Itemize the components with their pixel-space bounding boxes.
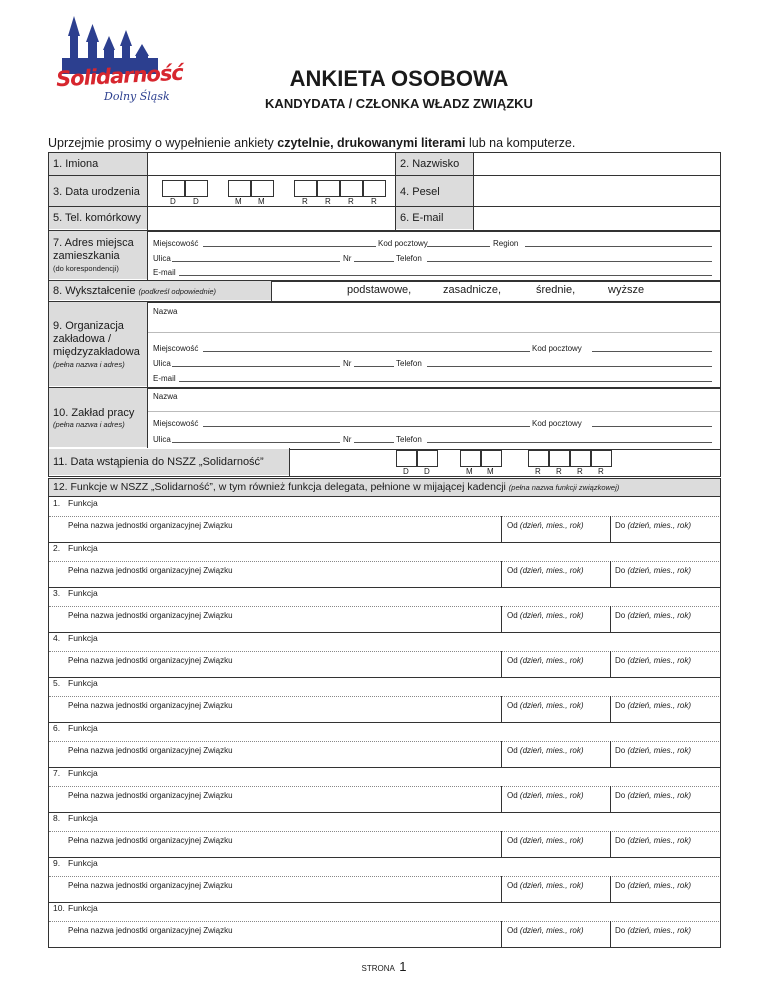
function-unit-label: Pełna nazwa jednostki organizacyjnej Związku (68, 881, 233, 890)
function-od-label[interactable] (507, 611, 583, 620)
join-day-1[interactable] (396, 450, 417, 467)
addr-kod-input[interactable] (427, 246, 490, 247)
addr-ulica-label: Ulica (153, 254, 171, 263)
function-unit-label: Pełna nazwa jednostki organizacyjnej Związku (68, 701, 233, 710)
organization-section (48, 301, 721, 389)
page-footer (0, 958, 768, 976)
join-year-1[interactable] (528, 450, 549, 467)
edu-option-wyzsze[interactable]: wyższe (608, 284, 645, 296)
function-od-label[interactable] (507, 701, 583, 710)
org-miejscowosc-input[interactable] (203, 351, 530, 352)
work-ulica-label: Ulica (153, 435, 171, 444)
join-r-4: R (598, 467, 604, 476)
function-od-hint: (dzień, mies., rok) (519, 746, 584, 755)
function-do-hint: (dzień, mies., rok) (627, 701, 692, 710)
intro-part1: Uprzejmie prosimy o wypełnienie ankiety (48, 136, 278, 150)
function-do-text: Do (615, 656, 626, 665)
function-label: Funkcja (68, 588, 98, 598)
function-label: Funkcja (68, 678, 98, 688)
label-funkcje (53, 481, 619, 493)
function-od-text: Od (507, 656, 518, 665)
join-m-1: M (466, 467, 473, 476)
function-label: Funkcja (68, 858, 98, 868)
join-day-2[interactable] (417, 450, 438, 467)
birth-r-4: R (371, 197, 377, 206)
function-od-hint: (dzień, mies., rok) (519, 521, 584, 530)
work-miejscowosc-label: Miejscowość (153, 419, 199, 428)
work-nazwa-label: Nazwa (153, 392, 178, 401)
org-kod-label: Kod pocztowy (532, 344, 582, 353)
birth-d-2: D (193, 197, 199, 206)
function-od-hint: (dzień, mies., rok) (519, 836, 584, 845)
edu-option-podstawowe[interactable]: podstawowe, (347, 284, 412, 296)
addr-email-input[interactable] (179, 275, 712, 276)
addr-telefon-label: Telefon (396, 254, 422, 263)
label-pesel: 4. Pesel (400, 186, 440, 198)
logo-main-text: Solidarność (55, 60, 184, 92)
function-do-hint: (dzień, mies., rok) (627, 836, 692, 845)
function-unit-label: Pełna nazwa jednostki organizacyjnej Związku (68, 836, 233, 845)
org-telefon-input[interactable] (427, 366, 712, 367)
function-od-label[interactable] (507, 791, 583, 800)
join-month-1[interactable] (460, 450, 481, 467)
addr-email-label: E-mail (153, 268, 176, 277)
function-do-label[interactable] (615, 746, 691, 755)
function-od-text: Od (507, 836, 518, 845)
function-do-label[interactable] (615, 566, 691, 575)
label-wyksz-note: (podkreśl odpowiednie) (138, 287, 217, 296)
function-do-text: Do (615, 701, 626, 710)
function-num: 4. (53, 633, 61, 643)
function-od-text: Od (507, 566, 518, 575)
function-do-text: Do (615, 521, 626, 530)
function-od-label[interactable] (507, 746, 583, 755)
function-od-label[interactable] (507, 881, 583, 890)
work-miejscowosc-input[interactable] (203, 426, 530, 427)
function-name-line[interactable] (49, 786, 719, 787)
birth-m-1: M (235, 197, 242, 206)
function-do-text: Do (615, 881, 626, 890)
function-label: Funkcja (68, 543, 98, 553)
org-email-label: E-mail (153, 374, 176, 383)
function-num: 6. (53, 723, 61, 733)
function-do-hint: (dzień, mies., rok) (627, 656, 692, 665)
function-do-label[interactable] (615, 701, 691, 710)
label-data-wstapienia: 11. Data wstąpienia do NSZZ „Solidarność” (53, 456, 264, 468)
label-email: 6. E-mail (400, 212, 444, 224)
org-ulica-label: Ulica (153, 359, 171, 368)
birth-r-2: R (325, 197, 331, 206)
functions-section (48, 478, 721, 948)
function-label: Funkcja (68, 723, 98, 733)
function-unit-label: Pełna nazwa jednostki organizacyjnej Związku (68, 791, 233, 800)
label-adres: 7. Adres miejsca zamieszkania (53, 237, 134, 262)
function-do-label[interactable] (615, 656, 691, 665)
function-od-hint: (dzień, mies., rok) (519, 701, 584, 710)
addr-telefon-input[interactable] (427, 261, 712, 262)
addr-region-label: Region (493, 239, 519, 248)
page-title: ANKIETA OSOBOWA (289, 66, 509, 91)
function-do-text: Do (615, 746, 626, 755)
work-ulica-input[interactable] (172, 442, 340, 443)
function-od-text: Od (507, 701, 518, 710)
function-do-label[interactable] (615, 611, 691, 620)
org-kod-input[interactable] (592, 351, 712, 352)
function-od-hint: (dzień, mies., rok) (519, 926, 584, 935)
function-unit-label: Pełna nazwa jednostki organizacyjnej Związku (68, 746, 233, 755)
function-name-line[interactable] (49, 921, 719, 922)
function-unit-label: Pełna nazwa jednostki organizacyjnej Związku (68, 611, 233, 620)
function-od-label[interactable] (507, 926, 583, 935)
label-organizacja: 9. Organizacja zakładowa / międzyzakładowa (53, 320, 140, 358)
org-telefon-label: Telefon (396, 359, 422, 368)
label-funkcje-note: (pełna nazwa funkcji związkowej) (508, 483, 620, 492)
function-num: 10. (53, 903, 65, 913)
function-od-hint: (dzień, mies., rok) (519, 881, 584, 890)
function-num: 3. (53, 588, 61, 598)
addr-ulica-input[interactable] (172, 261, 340, 262)
function-od-text: Od (507, 521, 518, 530)
intro-text (48, 136, 575, 150)
function-label: Funkcja (68, 633, 98, 643)
function-od-text: Od (507, 611, 518, 620)
birth-r-3: R (348, 197, 354, 206)
function-do-label[interactable] (615, 881, 691, 890)
join-year-2[interactable] (549, 450, 570, 467)
edu-option-zasadnicze[interactable]: zasadnicze, (443, 284, 502, 296)
function-od-text: Od (507, 791, 518, 800)
function-do-hint: (dzień, mies., rok) (627, 746, 692, 755)
org-miejscowosc-label: Miejscowość (153, 344, 199, 353)
birth-year-4[interactable] (363, 180, 386, 197)
function-name-line[interactable] (49, 696, 719, 697)
birth-year-2[interactable] (317, 180, 340, 197)
function-unit-label: Pełna nazwa jednostki organizacyjnej Związku (68, 566, 233, 575)
addr-nr-input[interactable] (354, 261, 394, 262)
function-do-text: Do (615, 611, 626, 620)
function-od-label[interactable] (507, 521, 583, 530)
work-kod-label: Kod pocztowy (532, 419, 582, 428)
birth-month-1[interactable] (228, 180, 251, 197)
workplace-section (48, 387, 721, 450)
intro-part2: lub na komputerze. (465, 136, 576, 150)
function-name-line[interactable] (49, 651, 719, 652)
function-do-hint: (dzień, mies., rok) (627, 566, 692, 575)
org-email-input[interactable] (179, 381, 712, 382)
work-nr-input[interactable] (354, 442, 394, 443)
function-name-line[interactable] (49, 741, 719, 742)
function-do-hint: (dzień, mies., rok) (627, 791, 692, 800)
label-zaklad-note: (pełna nazwa i adres) (53, 420, 125, 429)
logo (48, 14, 184, 106)
function-od-text: Od (507, 746, 518, 755)
birth-m-2: M (258, 197, 265, 206)
function-do-text: Do (615, 836, 626, 845)
label-nazwisko: 2. Nazwisko (400, 158, 460, 170)
addr-miejscowosc-input[interactable] (203, 246, 376, 247)
join-d-1: D (403, 467, 409, 476)
join-d-2: D (424, 467, 430, 476)
function-do-hint: (dzień, mies., rok) (627, 611, 692, 620)
addr-region-input[interactable] (525, 246, 712, 247)
join-r-2: R (556, 467, 562, 476)
function-od-text: Od (507, 881, 518, 890)
join-r-3: R (577, 467, 583, 476)
label-imiona: 1. Imiona (53, 158, 99, 170)
function-num: 7. (53, 768, 61, 778)
function-unit-label: Pełna nazwa jednostki organizacyjnej Związku (68, 926, 233, 935)
function-do-text: Do (615, 566, 626, 575)
function-od-hint: (dzień, mies., rok) (519, 611, 584, 620)
work-telefon-label: Telefon (396, 435, 422, 444)
addr-kod-label: Kod pocztowy (378, 239, 428, 248)
join-r-1: R (535, 467, 541, 476)
function-do-hint: (dzień, mies., rok) (627, 926, 692, 935)
birth-day-1[interactable] (162, 180, 185, 197)
function-od-hint: (dzień, mies., rok) (519, 791, 584, 800)
addr-nr-label: Nr (343, 254, 352, 263)
label-organizacja-note: (pełna nazwa i adres) (53, 360, 125, 369)
function-do-hint: (dzień, mies., rok) (627, 881, 692, 890)
function-do-label[interactable] (615, 521, 691, 530)
join-year-3[interactable] (570, 450, 591, 467)
function-od-label[interactable] (507, 566, 583, 575)
function-do-label[interactable] (615, 926, 691, 935)
function-name-line[interactable] (49, 876, 719, 877)
join-m-2: M (487, 467, 494, 476)
function-label: Funkcja (68, 903, 98, 913)
function-num: 2. (53, 543, 61, 553)
logo-sub-text: Dolny Śląsk (104, 90, 170, 103)
org-nr-label: Nr (343, 359, 352, 368)
function-od-hint: (dzień, mies., rok) (519, 656, 584, 665)
birth-month-2[interactable] (251, 180, 274, 197)
function-do-text: Do (615, 926, 626, 935)
label-wyksz (53, 285, 216, 297)
org-nazwa-label: Nazwa (153, 307, 178, 316)
label-funkcje-text: 12. Funkcje w NSZZ „Solidarność”, w tym również funkcja delegata, pełnione w mijającej kadencji (53, 481, 506, 493)
function-name-line[interactable] (49, 516, 719, 517)
function-do-text: Do (615, 791, 626, 800)
function-label: Funkcja (68, 768, 98, 778)
edu-option-srednie[interactable]: średnie, (536, 284, 576, 296)
birth-d-1: D (170, 197, 176, 206)
label-tel: 5. Tel. komórkowy (53, 212, 141, 224)
function-num: 1. (53, 498, 61, 508)
page-subtitle: KANDYDATA / CZŁONKA WŁADZ ZWIĄZKU (265, 96, 533, 111)
function-od-hint: (dzień, mies., rok) (519, 566, 584, 575)
function-name-line[interactable] (49, 831, 719, 832)
label-adres-note: (do korespondencji) (53, 264, 119, 273)
birth-r-1: R (302, 197, 308, 206)
function-od-text: Od (507, 926, 518, 935)
function-label: Funkcja (68, 813, 98, 823)
label-zaklad: 10. Zakład pracy (53, 407, 135, 419)
function-num: 5. (53, 678, 61, 688)
label-data-urodzenia: 3. Data urodzenia (53, 186, 140, 198)
join-year-4[interactable] (591, 450, 612, 467)
intro-bold: czytelnie, drukowanymi literami (277, 136, 466, 150)
function-unit-label: Pełna nazwa jednostki organizacyjnej Związku (68, 521, 233, 530)
function-do-label[interactable] (615, 836, 691, 845)
org-nr-input[interactable] (354, 366, 394, 367)
function-num: 9. (53, 858, 61, 868)
addr-miejscowosc-label: Miejscowość (153, 239, 199, 248)
footer-page-label: STRONA (361, 964, 395, 973)
function-name-line[interactable] (49, 561, 719, 562)
birth-day-2[interactable] (185, 180, 208, 197)
function-name-line[interactable] (49, 606, 719, 607)
function-od-label[interactable] (507, 656, 583, 665)
work-telefon-input[interactable] (427, 442, 712, 443)
work-nr-label: Nr (343, 435, 352, 444)
birth-year-3[interactable] (340, 180, 363, 197)
function-od-label[interactable] (507, 836, 583, 845)
function-unit-label: Pełna nazwa jednostki organizacyjnej Związku (68, 656, 233, 665)
function-do-label[interactable] (615, 791, 691, 800)
birth-year-1[interactable] (294, 180, 317, 197)
footer-page-num: 1 (399, 959, 407, 974)
join-month-2[interactable] (481, 450, 502, 467)
function-label: Funkcja (68, 498, 98, 508)
work-kod-input[interactable] (592, 426, 712, 427)
function-num: 8. (53, 813, 61, 823)
function-do-hint: (dzień, mies., rok) (627, 521, 692, 530)
label-wyksz-text: 8. Wykształcenie (53, 285, 136, 297)
org-ulica-input[interactable] (172, 366, 340, 367)
